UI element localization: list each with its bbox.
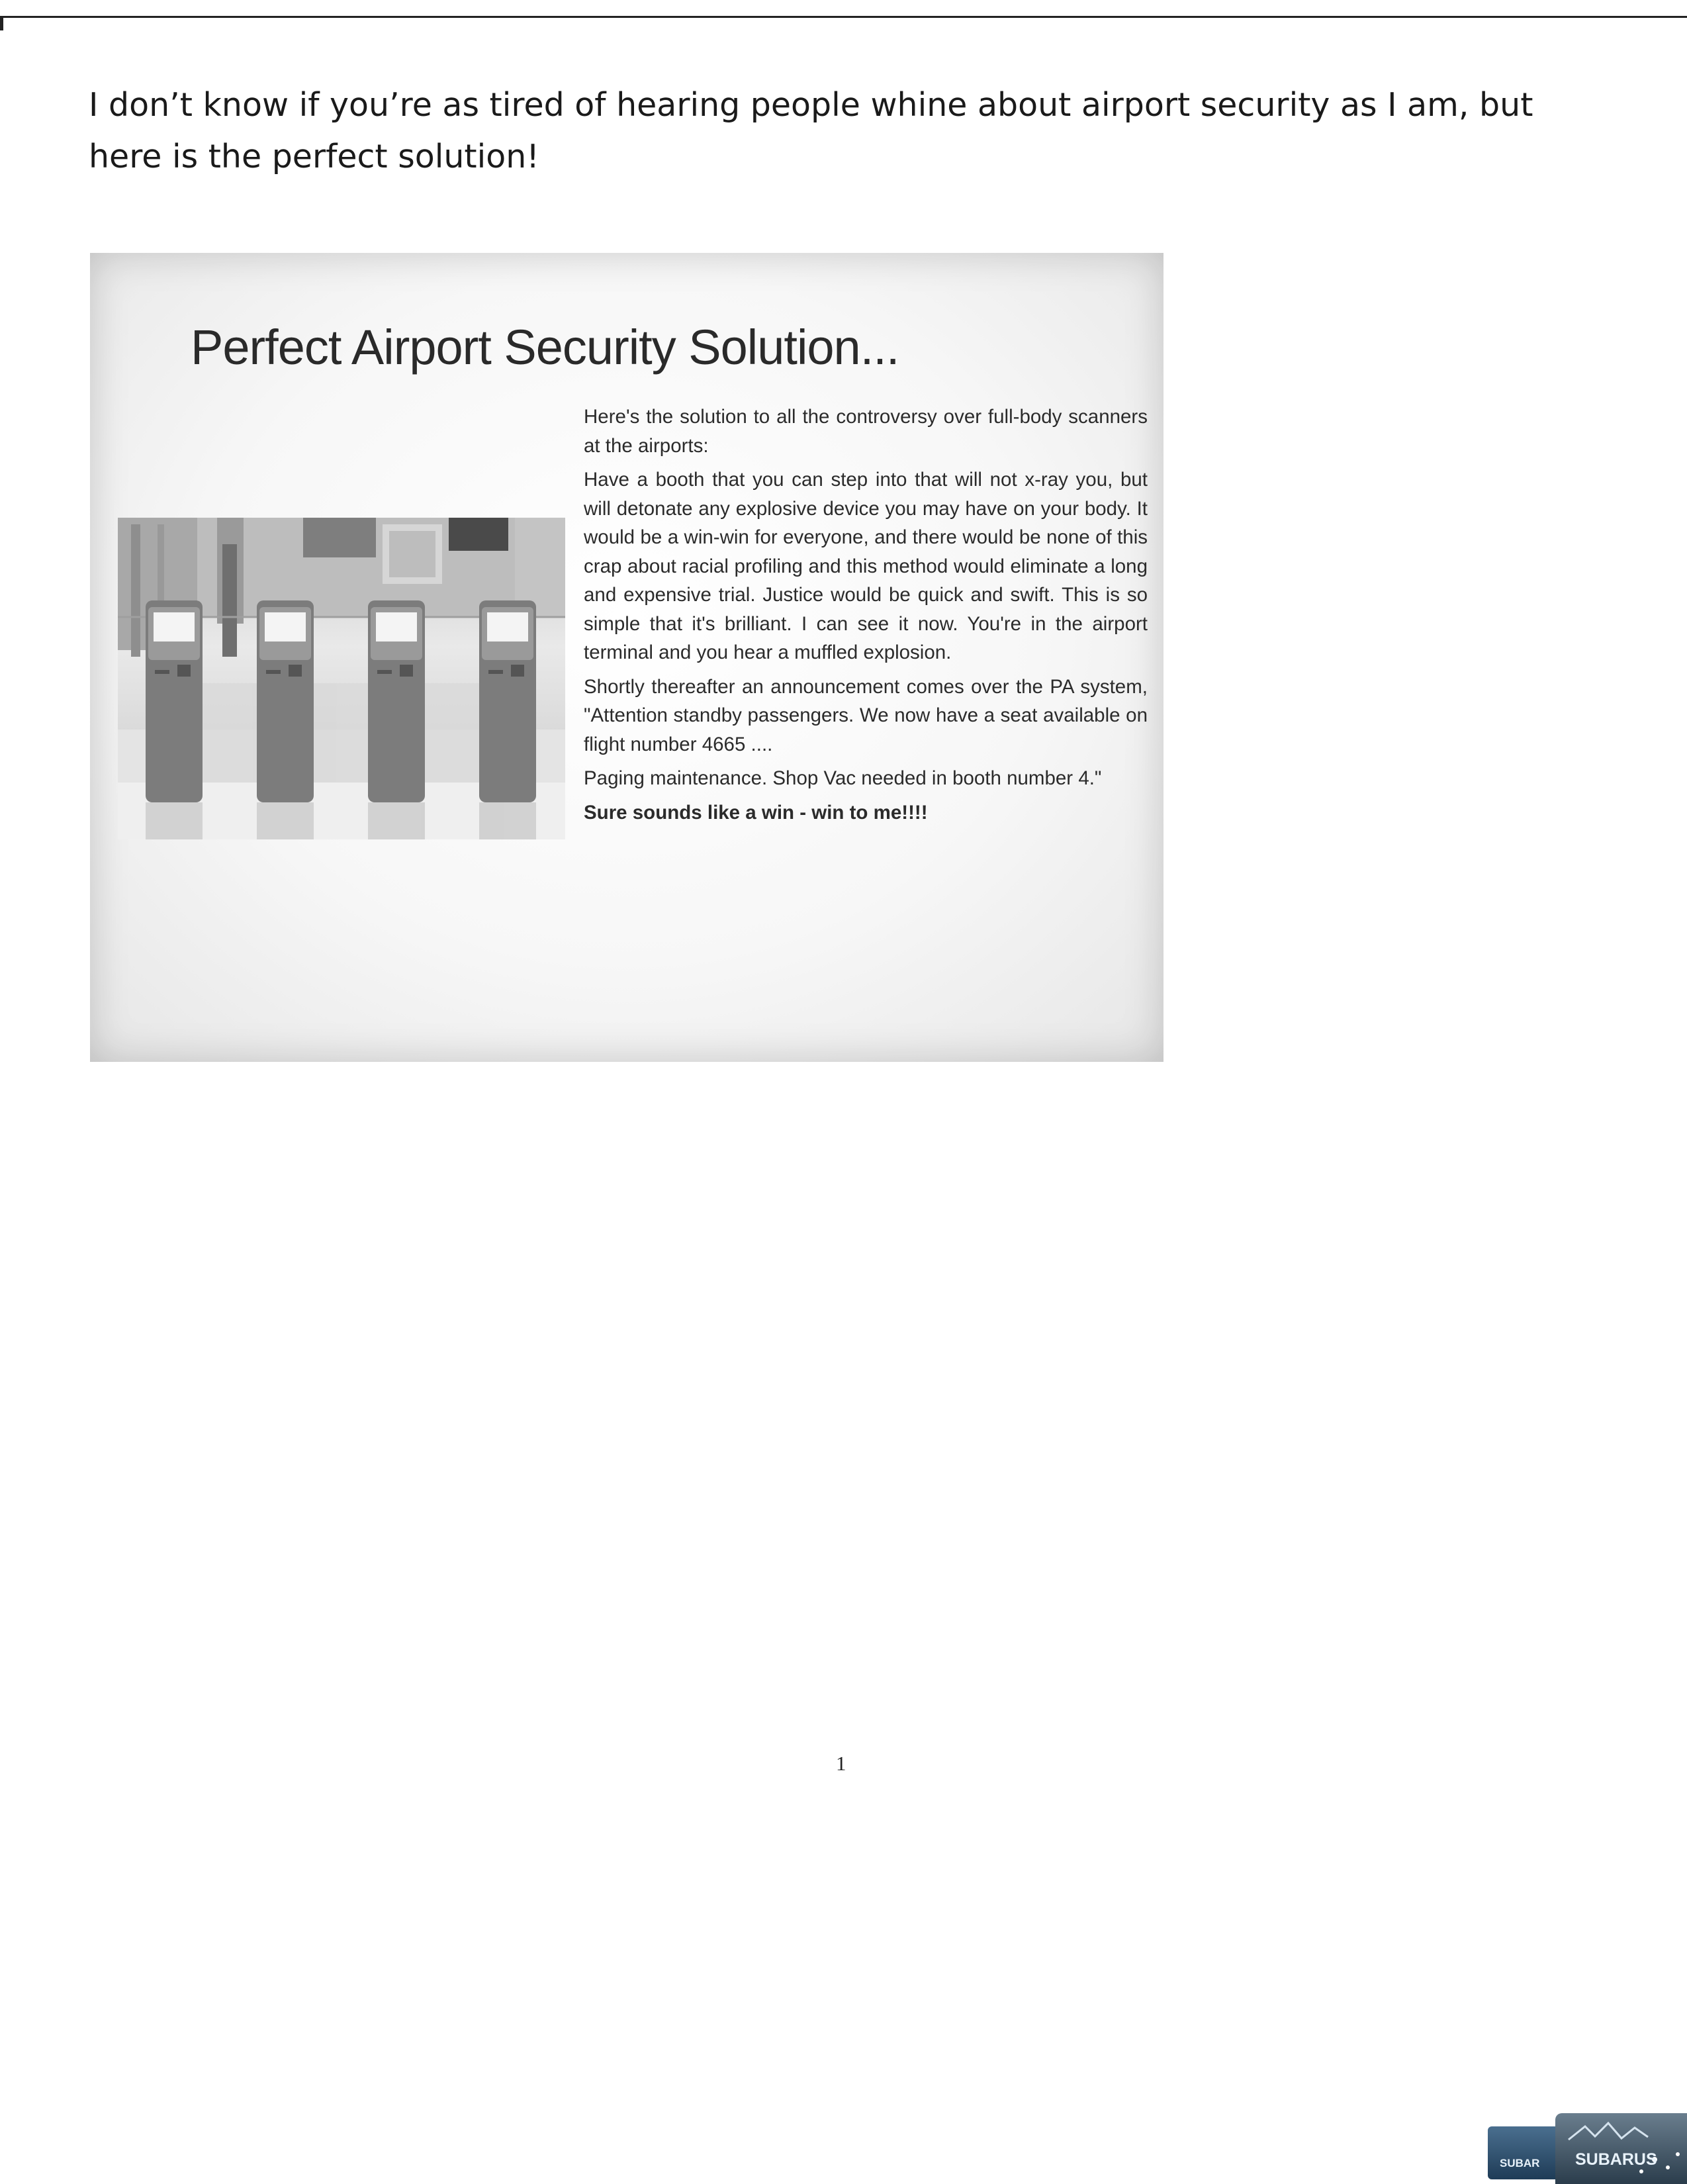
scan-edge-mark — [0, 16, 7, 30]
intro-paragraph: I don’t know if you’re as tired of hearing people whine about airport security as I am, but here is the perfect solution! — [89, 86, 1533, 175]
slide-paragraph: Paging maintenance. Shop Vac needed in booth number 4." — [584, 767, 1102, 789]
slide-paragraph: Shortly thereafter an announcement comes over the PA system, "Attention standby passengers. We now have a seat available on flight number 4665 .... — [584, 675, 1148, 755]
slide-image — [90, 253, 1163, 1062]
logo-text: SUBARUS — [1575, 2150, 1657, 2169]
page-number: 1 — [836, 1752, 846, 1775]
slide-title: Perfect Airport Security Solution... — [191, 320, 899, 375]
logo-text: SUBAR — [1500, 2157, 1540, 2169]
subarus-logo-sticker — [1555, 2113, 1687, 2184]
security-booths-photo — [118, 518, 565, 839]
slide-paragraph: Here's the solution to all the controversy over full-body scanners at the airports: — [584, 406, 1148, 457]
slide-closing-line: Sure sounds like a win - win to me!!!! — [584, 801, 928, 824]
slide-paragraph: Have a booth that you can step into that will not x-ray you, but will detonate any explosive device you may have on your body. It would be a win-win for everyone, and there would be none of this crap about racial profiling and this method would eliminate a long and expensive trial. Justice would be quick and swift. This is so simple that it's brilliant. I can see it now. You're in the airport terminal and you hear a muffled explosion. — [584, 469, 1148, 663]
scan-edge-line — [0, 16, 1687, 18]
slide-body-text — [584, 403, 1148, 832]
